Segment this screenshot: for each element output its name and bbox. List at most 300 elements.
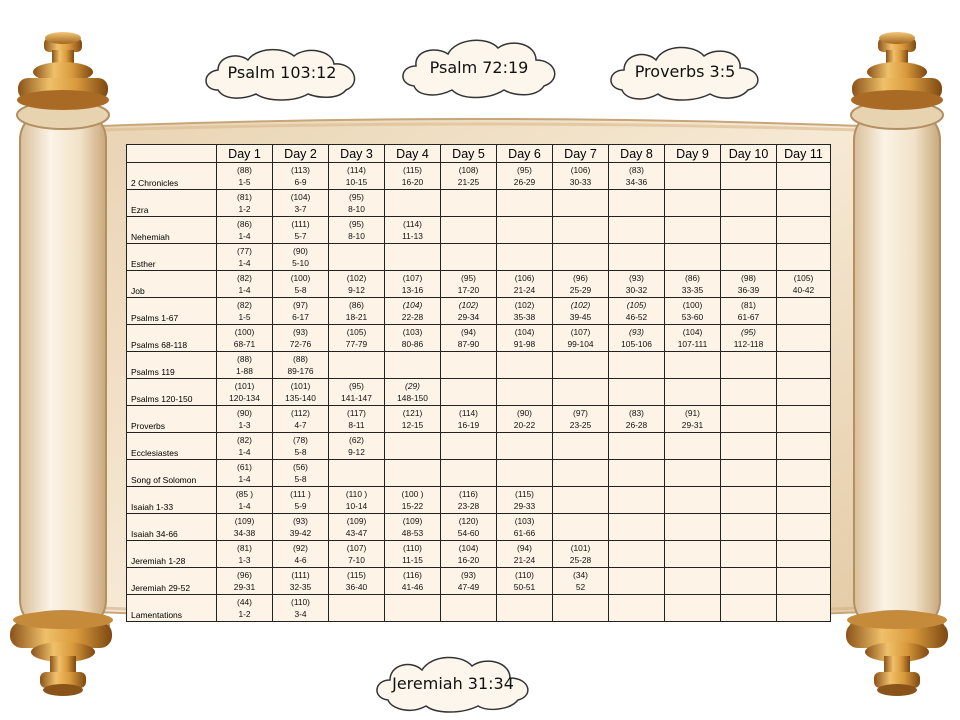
reading-cell: [721, 271, 777, 298]
empty-cell: [777, 325, 831, 352]
empty-cell: [777, 190, 831, 217]
chapter-range: 5-8: [294, 474, 307, 484]
empty-cell: [665, 379, 721, 406]
verse-count: (86): [685, 273, 700, 283]
verse-count: (88): [237, 354, 252, 364]
empty-cell: [385, 595, 441, 622]
book-name: Ecclesiastes: [127, 433, 217, 460]
verse-count: (110): [403, 543, 422, 553]
chapter-range: 10-15: [345, 177, 368, 187]
reading-cell: [329, 217, 385, 244]
chapter-range: 8-10: [348, 231, 365, 241]
book-name: Psalms 120-150: [127, 379, 217, 406]
reading-cell: [385, 568, 441, 595]
day-header: Day 3: [329, 145, 385, 163]
verse-count: (97): [293, 300, 308, 310]
verse-count: (34): [573, 570, 588, 580]
chapter-range: 5-10: [292, 258, 309, 268]
chapter-range: 48-53: [401, 528, 424, 538]
table-row: [127, 433, 831, 460]
verse-count: (83): [629, 165, 644, 175]
book-name: Isaiah 34-66: [127, 514, 217, 541]
chapter-range: 1-4: [238, 285, 251, 295]
reading-cell: [609, 271, 665, 298]
verse-count: (110): [515, 570, 534, 580]
chapter-range: 1-4: [238, 474, 251, 484]
chapter-range: 1-2: [238, 609, 251, 619]
reading-plan-table-container: [126, 144, 831, 622]
chapter-range: 50-51: [513, 582, 536, 592]
empty-cell: [777, 406, 831, 433]
reading-cell: [385, 379, 441, 406]
reading-cell: [665, 325, 721, 352]
reading-cell: [273, 406, 329, 433]
reading-cell: [441, 271, 497, 298]
verse-count: (104): [514, 327, 535, 337]
book-name: Proverbs: [127, 406, 217, 433]
empty-cell: [609, 433, 665, 460]
reading-cell: [273, 298, 329, 325]
empty-cell: [777, 298, 831, 325]
chapter-range: 47-49: [457, 582, 480, 592]
reading-cell: [273, 271, 329, 298]
empty-cell: [497, 352, 553, 379]
reading-cell: [441, 163, 497, 190]
chapter-range: 68-71: [233, 339, 256, 349]
reading-cell: [441, 298, 497, 325]
verse-cloud: [604, 40, 766, 102]
verse-count: (103): [514, 516, 535, 526]
chapter-range: 99-104: [567, 339, 594, 349]
chapter-range: 43-47: [345, 528, 368, 538]
chapter-range: 17-20: [457, 285, 480, 295]
chapter-range: 29-31: [681, 420, 704, 430]
verse-count: (111 ): [290, 489, 311, 499]
table-row: [127, 595, 831, 622]
reading-cell: [329, 379, 385, 406]
reading-cell: [217, 568, 273, 595]
chapter-range: 4-6: [294, 555, 307, 565]
verse-count: (91): [685, 408, 700, 418]
verse-count: (114): [459, 408, 478, 418]
reading-cell: [217, 325, 273, 352]
book-name: Esther: [127, 244, 217, 271]
day-header-row: [127, 145, 831, 163]
book-name: Isaiah 1-33: [127, 487, 217, 514]
reading-cell: [329, 406, 385, 433]
chapter-range: 39-45: [569, 312, 592, 322]
verse-count: (115): [347, 570, 366, 580]
reading-cell: [553, 271, 609, 298]
empty-cell: [385, 244, 441, 271]
verse-count: (83): [629, 408, 644, 418]
verse-count: (116): [459, 489, 478, 499]
reading-cell: [329, 298, 385, 325]
chapter-range: 7-10: [348, 555, 365, 565]
book-name: Jeremiah 29-52: [127, 568, 217, 595]
reading-cell: [441, 541, 497, 568]
reading-cell: [385, 217, 441, 244]
verse-cloud: [370, 652, 536, 714]
table-row: [127, 163, 831, 190]
empty-cell: [553, 217, 609, 244]
chapter-range: 25-28: [569, 555, 592, 565]
verse-count: (104): [402, 300, 423, 310]
reading-cell: [217, 190, 273, 217]
verse-count: (90): [293, 246, 308, 256]
empty-cell: [777, 460, 831, 487]
chapter-range: 21-24: [513, 555, 536, 565]
reading-cell: [273, 379, 329, 406]
verse-count: (93): [461, 570, 476, 580]
table-row: [127, 352, 831, 379]
chapter-range: 29-31: [233, 582, 256, 592]
verse-count: (104): [458, 543, 479, 553]
chapter-range: 36-39: [737, 285, 760, 295]
verse-count: (107): [570, 327, 591, 337]
reading-cell: [665, 406, 721, 433]
reading-cell: [553, 541, 609, 568]
empty-cell: [777, 217, 831, 244]
verse-count: (29): [405, 381, 420, 391]
empty-cell: [497, 433, 553, 460]
chapter-range: 13-16: [401, 285, 424, 295]
empty-cell: [385, 190, 441, 217]
day-header: Day 4: [385, 145, 441, 163]
empty-cell: [553, 352, 609, 379]
verse-count: (78): [293, 435, 308, 445]
book-name: 2 Chronicles: [127, 163, 217, 190]
book-name: Job: [127, 271, 217, 298]
empty-cell: [609, 595, 665, 622]
verse-count: (104): [682, 327, 703, 337]
empty-cell: [721, 379, 777, 406]
verse-count: (88): [237, 165, 252, 175]
empty-cell: [553, 514, 609, 541]
day-header: Day 8: [609, 145, 665, 163]
empty-cell: [497, 460, 553, 487]
book-name: Psalms 68-118: [127, 325, 217, 352]
empty-cell: [721, 352, 777, 379]
chapter-range: 16-20: [457, 555, 480, 565]
empty-cell: [777, 568, 831, 595]
chapter-range: 87-90: [457, 339, 480, 349]
reading-cell: [217, 163, 273, 190]
book-name: Psalms 119: [127, 352, 217, 379]
chapter-range: 80-86: [401, 339, 424, 349]
verse-count: (95): [349, 219, 364, 229]
reading-cell: [609, 406, 665, 433]
reading-cell: [273, 325, 329, 352]
empty-cell: [441, 379, 497, 406]
reading-cell: [497, 163, 553, 190]
reading-cell: [329, 190, 385, 217]
empty-cell: [609, 190, 665, 217]
empty-cell: [721, 190, 777, 217]
empty-cell: [329, 595, 385, 622]
verse-count: (92): [293, 543, 308, 553]
chapter-range: 1-3: [238, 555, 251, 565]
reading-cell: [273, 460, 329, 487]
empty-cell: [609, 352, 665, 379]
chapter-range: 29-34: [457, 312, 480, 322]
empty-cell: [609, 487, 665, 514]
empty-cell: [777, 487, 831, 514]
empty-cell: [721, 595, 777, 622]
reading-cell: [273, 514, 329, 541]
reading-cell: [329, 163, 385, 190]
book-name: Song of Solomon: [127, 460, 217, 487]
reading-cell: [665, 271, 721, 298]
verse-count: (110 ): [345, 489, 368, 499]
empty-cell: [497, 379, 553, 406]
chapter-range: 11-13: [402, 231, 423, 241]
right-scroll-roll: [846, 32, 948, 696]
empty-cell: [665, 568, 721, 595]
chapter-range: 34-38: [233, 528, 256, 538]
reading-cell: [385, 406, 441, 433]
chapter-range: 33-35: [681, 285, 704, 295]
reading-cell: [217, 271, 273, 298]
chapter-range: 5-8: [294, 285, 307, 295]
empty-cell: [721, 487, 777, 514]
verse-count: (93): [293, 327, 308, 337]
reading-cell: [385, 271, 441, 298]
empty-cell: [609, 514, 665, 541]
reading-cell: [217, 487, 273, 514]
empty-cell: [665, 460, 721, 487]
empty-cell: [497, 190, 553, 217]
reading-cell: [553, 406, 609, 433]
verse-count: (117): [347, 408, 366, 418]
empty-cell: [721, 163, 777, 190]
reading-cell: [609, 325, 665, 352]
empty-cell: [721, 217, 777, 244]
chapter-range: 89-176: [287, 366, 314, 376]
verse-count: (107): [402, 273, 423, 283]
reading-cell: [329, 568, 385, 595]
table-row: [127, 298, 831, 325]
empty-cell: [665, 487, 721, 514]
chapter-range: 135-140: [285, 393, 316, 403]
chapter-range: 16-20: [401, 177, 424, 187]
chapter-range: 1-2: [238, 204, 251, 214]
verse-count: (111): [291, 219, 310, 229]
reading-cell: [217, 298, 273, 325]
empty-cell: [777, 595, 831, 622]
verse-count: (90): [517, 408, 532, 418]
verse-count: (102): [346, 273, 367, 283]
chapter-range: 32-35: [289, 582, 312, 592]
reading-cell: [385, 514, 441, 541]
empty-cell: [385, 352, 441, 379]
verse-count: (101): [290, 381, 311, 391]
reading-plan-table: [126, 144, 831, 622]
verse-count: (104): [290, 192, 311, 202]
empty-cell: [721, 541, 777, 568]
table-row: [127, 379, 831, 406]
reading-cell: [441, 325, 497, 352]
verse-count: (112): [291, 408, 310, 418]
verse-cloud: [396, 34, 562, 100]
chapter-range: 9-12: [348, 285, 365, 295]
book-name: Lamentations: [127, 595, 217, 622]
day-header: Day 5: [441, 145, 497, 163]
verse-count: (93): [629, 327, 644, 337]
verse-count: (116): [403, 570, 422, 580]
verse-cloud: [198, 42, 366, 102]
reading-cell: [217, 379, 273, 406]
chapter-range: 34-36: [625, 177, 648, 187]
empty-cell: [553, 595, 609, 622]
empty-cell: [553, 190, 609, 217]
table-row: [127, 487, 831, 514]
reading-cell: [217, 406, 273, 433]
verse-count: (102): [514, 300, 535, 310]
empty-cell: [329, 352, 385, 379]
chapter-range: 91-98: [513, 339, 536, 349]
chapter-range: 1-5: [238, 177, 251, 187]
reading-cell: [497, 271, 553, 298]
reading-cell: [273, 352, 329, 379]
verse-count: (100 ): [401, 489, 424, 499]
empty-cell: [553, 460, 609, 487]
reading-cell: [273, 244, 329, 271]
chapter-range: 54-60: [457, 528, 480, 538]
chapter-range: 61-66: [513, 528, 536, 538]
verse-count: (100): [290, 273, 311, 283]
chapter-range: 120-134: [229, 393, 260, 403]
book-name: Jeremiah 1-28: [127, 541, 217, 568]
verse-count: (121): [402, 408, 423, 418]
empty-cell: [777, 379, 831, 406]
table-row: [127, 541, 831, 568]
empty-cell: [777, 163, 831, 190]
empty-cell: [665, 514, 721, 541]
verse-count: (62): [349, 435, 364, 445]
chapter-range: 8-11: [348, 420, 365, 430]
empty-cell: [609, 217, 665, 244]
empty-cell: [777, 541, 831, 568]
verse-text: Proverbs 3:5: [634, 61, 736, 81]
chapter-range: 148-150: [397, 393, 428, 403]
empty-cell: [497, 217, 553, 244]
verse-count: (93): [629, 273, 644, 283]
reading-cell: [329, 271, 385, 298]
chapter-range: 112-118: [733, 339, 764, 349]
verse-count: (109): [346, 516, 367, 526]
reading-cell: [217, 217, 273, 244]
reading-cell: [273, 217, 329, 244]
table-row: [127, 244, 831, 271]
empty-cell: [441, 595, 497, 622]
reading-cell: [497, 514, 553, 541]
chapter-range: 39-42: [289, 528, 312, 538]
empty-cell: [721, 568, 777, 595]
reading-cell: [329, 514, 385, 541]
verse-count: (100): [234, 327, 255, 337]
chapter-range: 105-106: [621, 339, 652, 349]
verse-count: (102): [458, 300, 479, 310]
empty-cell: [721, 514, 777, 541]
verse-count: (114): [403, 219, 422, 229]
chapter-range: 1-88: [236, 366, 253, 376]
reading-cell: [497, 487, 553, 514]
verse-count: (94): [517, 543, 532, 553]
verse-count: (95): [349, 192, 364, 202]
table-row: [127, 460, 831, 487]
reading-cell: [497, 298, 553, 325]
chapter-range: 35-38: [513, 312, 536, 322]
chapter-range: 21-24: [513, 285, 536, 295]
verse-count: (101): [570, 543, 591, 553]
verse-text: Psalm 72:19: [429, 57, 529, 77]
empty-cell: [329, 460, 385, 487]
chapter-range: 16-19: [457, 420, 480, 430]
verse-count: (109): [234, 516, 255, 526]
reading-cell: [385, 487, 441, 514]
reading-cell: [217, 352, 273, 379]
day-header: Day 10: [721, 145, 777, 163]
verse-count: (95): [741, 327, 756, 337]
verse-count: (86): [349, 300, 364, 310]
chapter-range: 40-42: [792, 285, 815, 295]
verse-count: (110): [291, 597, 310, 607]
empty-cell: [665, 217, 721, 244]
verse-count: (105): [793, 273, 814, 283]
day-header: Day 2: [273, 145, 329, 163]
verse-count: (86): [237, 219, 252, 229]
empty-cell: [721, 244, 777, 271]
verse-count: (61): [237, 462, 252, 472]
empty-cell: [497, 244, 553, 271]
verse-count: (85 ): [235, 489, 254, 499]
reading-cell: [217, 244, 273, 271]
empty-cell: [609, 379, 665, 406]
chapter-range: 141-147: [341, 393, 372, 403]
reading-cell: [329, 487, 385, 514]
chapter-range: 21-25: [457, 177, 480, 187]
reading-cell: [497, 406, 553, 433]
empty-cell: [721, 433, 777, 460]
empty-cell: [553, 244, 609, 271]
verse-count: (77): [237, 246, 252, 256]
chapter-range: 3-4: [294, 609, 307, 619]
empty-cell: [497, 595, 553, 622]
empty-cell: [441, 217, 497, 244]
chapter-range: 10-14: [345, 501, 368, 511]
verse-count: (88): [293, 354, 308, 364]
chapter-range: 36-40: [345, 582, 368, 592]
reading-cell: [329, 433, 385, 460]
verse-count: (96): [237, 570, 252, 580]
chapter-range: 77-79: [345, 339, 368, 349]
verse-count: (95): [461, 273, 476, 283]
verse-count: (94): [461, 327, 476, 337]
chapter-range: 18-21: [345, 312, 368, 322]
corner-cell: [127, 145, 217, 163]
verse-count: (106): [514, 273, 535, 283]
verse-count: (95): [517, 165, 532, 175]
verse-count: (108): [458, 165, 479, 175]
day-header: Day 7: [553, 145, 609, 163]
verse-count: (44): [237, 597, 252, 607]
reading-cell: [273, 190, 329, 217]
reading-cell: [497, 568, 553, 595]
reading-cell: [273, 487, 329, 514]
table-row: [127, 406, 831, 433]
chapter-range: 12-15: [401, 420, 424, 430]
